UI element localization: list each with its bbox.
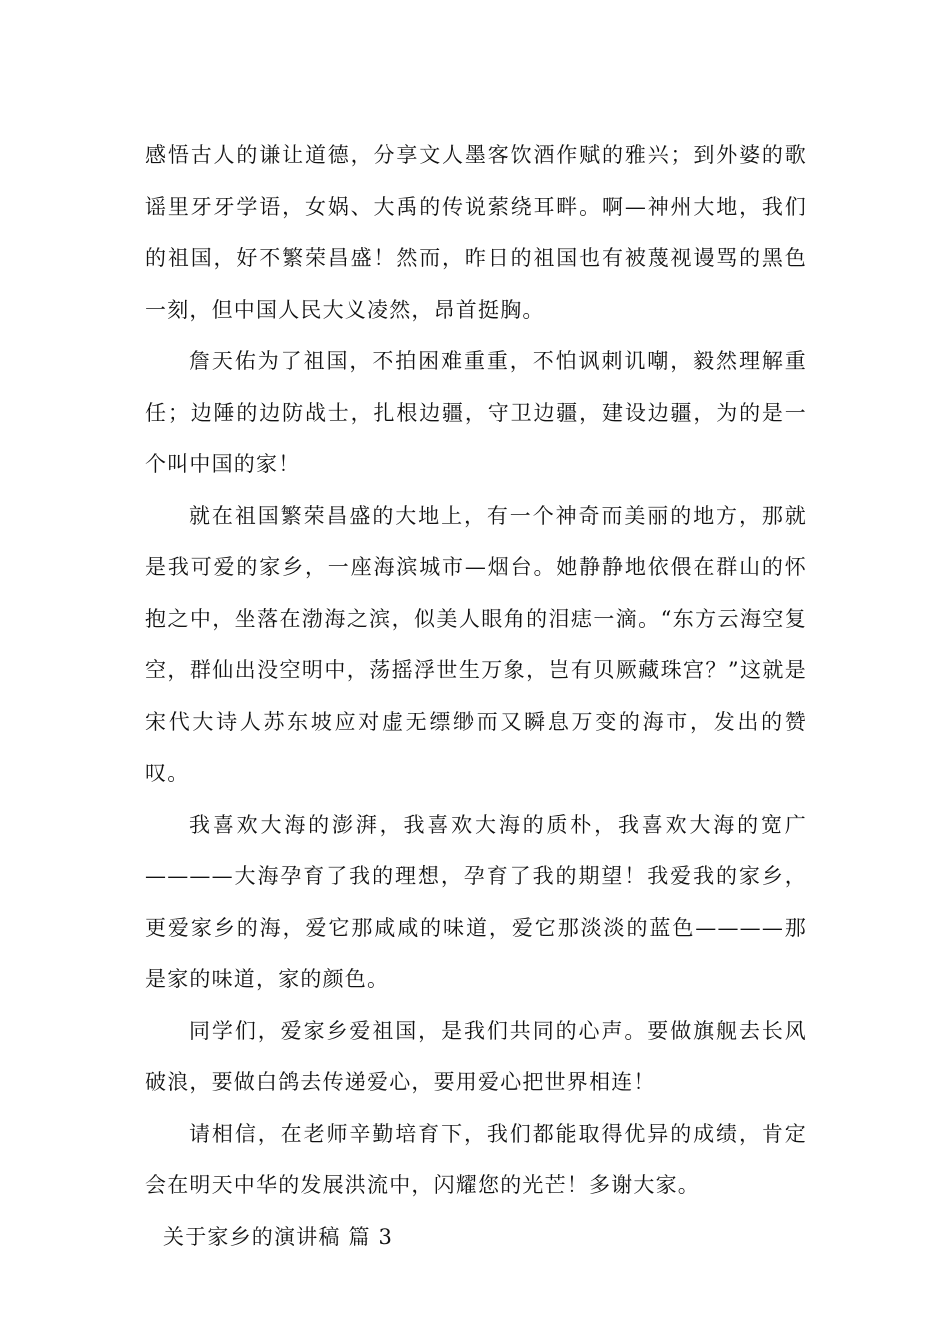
paragraph-5: 同学们，爱家乡爱祖国，是我们共同的心声。要做旗舰去长风破浪，要做白鸽去传递爱心，要用爱心把世界相连！ (145, 1018, 807, 1094)
paragraph-2: 詹天佑为了祖国，不拍困难重重，不怕讽刺讥嘲，毅然理解重任；边陲的边防战士，扎根边疆，守卫边疆，建设边疆，为的是一个叫中国的家！ (145, 349, 807, 476)
paragraph-6: 请相信，在老师辛勤培育下，我们都能取得优异的成绩，肯定会在明天中华的发展洪流中，闪耀您的光芒！多谢大家。 (145, 1121, 807, 1197)
paragraph-3: 就在祖国繁荣昌盛的大地上，有一个神奇而美丽的地方，那就是我可爱的家乡，一座海滨城市—烟台。她静静地依偎在群山的怀抱之中，坐落在渤海之滨，似美人眼角的泪痣一滴。“东方云海空复空，群仙出没空明中，荡摇浮世生万象，岂有贝厥藏珠宫？”这就是宋代大诗人苏东坡应对虚无缥缈而又瞬息万变的海市，发出的赞叹。 (145, 503, 807, 785)
document-body (145, 130, 807, 1263)
paragraph-1: 感悟古人的谦让道德，分享文人墨客饮酒作赋的雅兴；到外婆的歌谣里牙牙学语，女娲、大禹的传说萦绕耳畔。啊—神州大地，我们的祖国，好不繁荣昌盛！然而，昨日的祖国也有被蔑视谩骂的黑色一刻，但中国人民大义凌然，昂首挺胸。 (145, 143, 807, 322)
paragraph-4: 我喜欢大海的澎湃，我喜欢大海的质朴，我喜欢大海的宽广————大海孕育了我的理想，孕育了我的期望！我爱我的家乡，更爱家乡的海，爱它那咸咸的味道，爱它那淡淡的蓝色————那是家的味道，家的颜色。 (145, 812, 807, 991)
section-heading: 关于家乡的演讲稿 篇 3 (163, 1224, 394, 1249)
